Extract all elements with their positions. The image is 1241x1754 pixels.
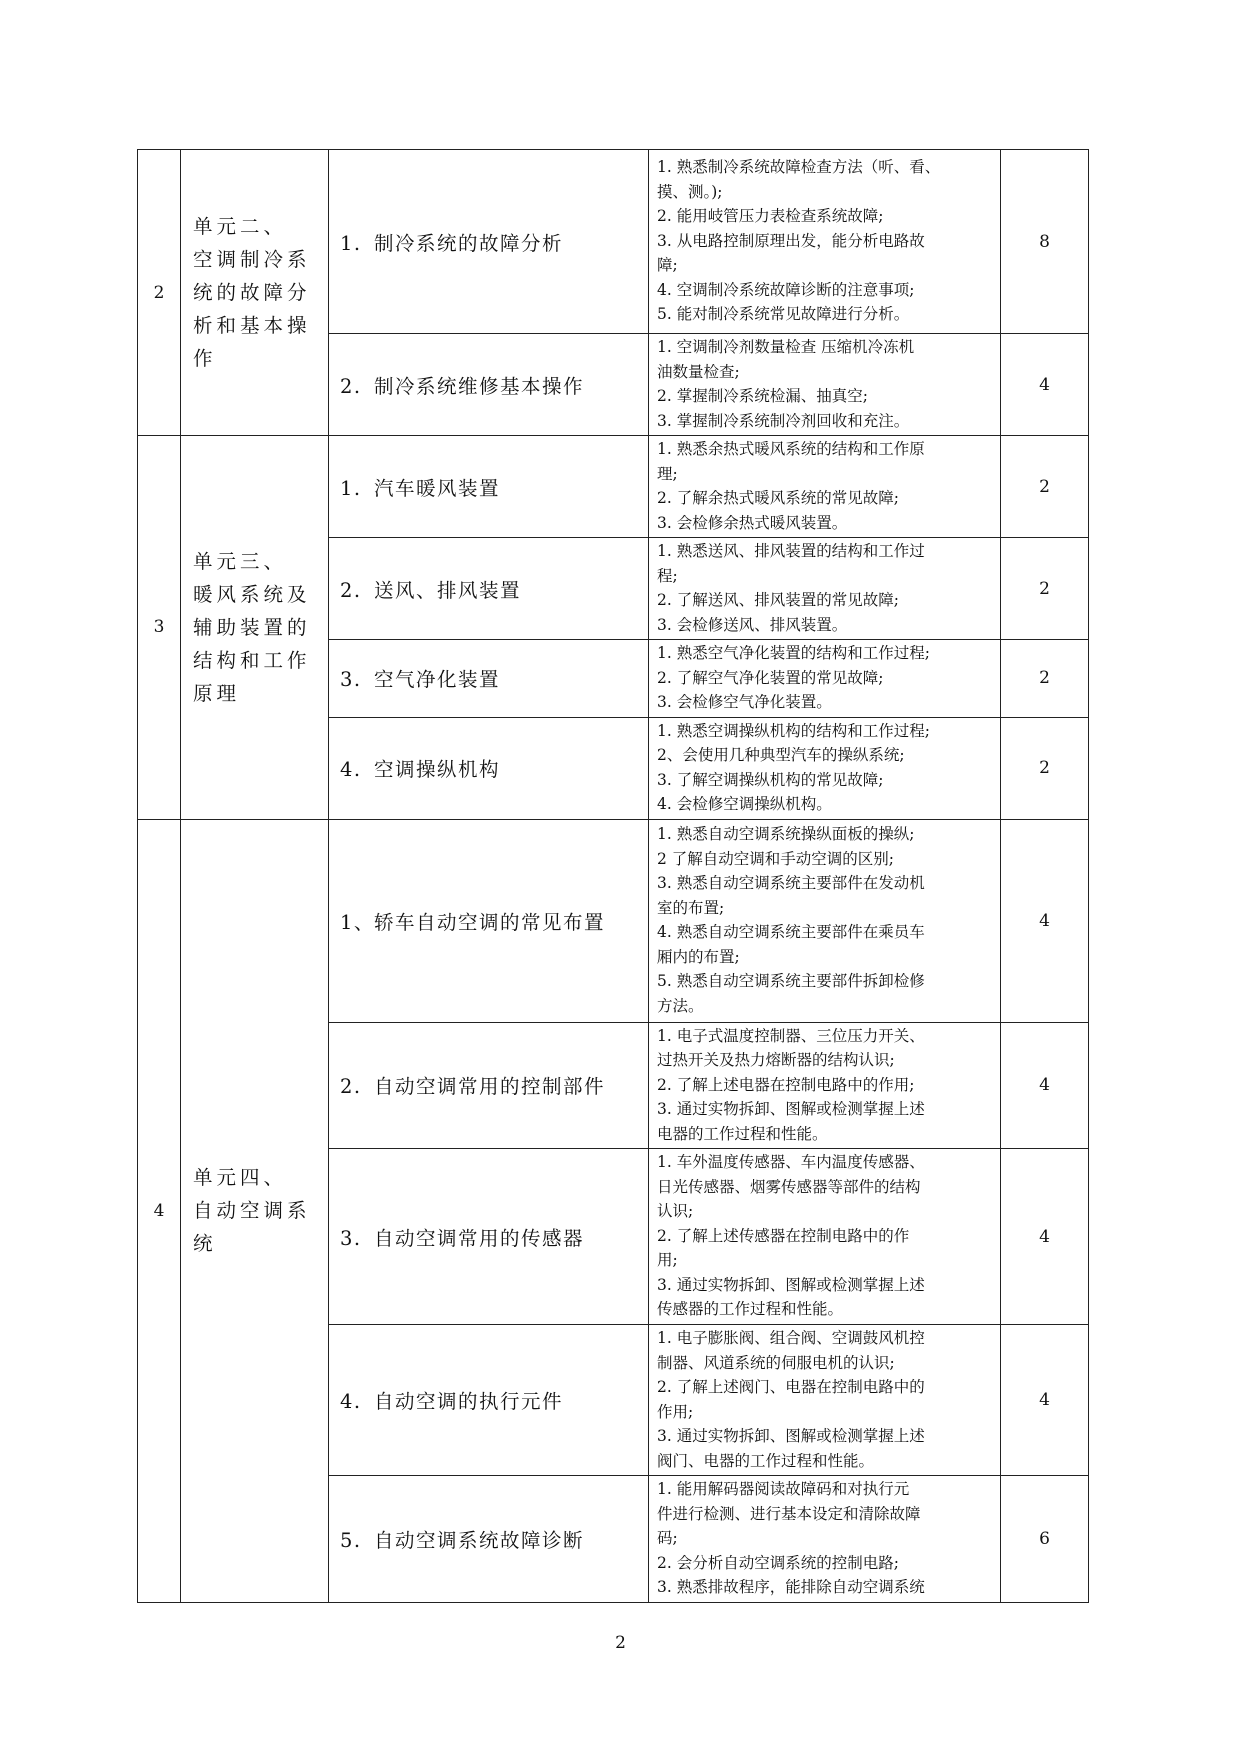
unit-title-line: 析和基本操 <box>193 314 311 337</box>
page-number: 2 <box>615 1633 626 1653</box>
unit-title-line: 统 <box>193 1232 217 1255</box>
requirement-line: 2. 了解空气净化装置的常见故障; <box>657 668 884 687</box>
requirement-line: 厢内的布置; <box>657 947 740 966</box>
topic-cell <box>329 717 649 819</box>
topic-name: 汽车暖风装置 <box>374 476 501 500</box>
requirements-cell <box>649 1022 1001 1149</box>
unit-number: 2 <box>138 150 181 436</box>
requirement-line: 1. 电子式温度控制器、三位压力开关、 <box>657 1026 925 1045</box>
topic-cell <box>329 819 649 1022</box>
topic-name: 轿车自动空调的常见布置 <box>374 910 606 934</box>
topic-name: 自动空调常用的控制部件 <box>374 1075 606 1099</box>
requirement-line: 1. 熟悉自动空调系统操纵面板的操纵; <box>657 825 915 843</box>
topic-cell <box>329 1149 649 1325</box>
requirement-line: 3. 通过实物拆卸、图解或检测掌握上述 <box>657 1100 925 1118</box>
requirement-line: 3. 会检修空气净化装置。 <box>657 693 832 711</box>
requirement-line: 用; <box>657 1251 678 1270</box>
requirement-line: 2. 了解上述阀门、电器在控制电路中的 <box>657 1378 925 1396</box>
topic-name: 空气净化装置 <box>374 668 501 692</box>
unit-title-line: 辅助装置的 <box>193 615 311 639</box>
unit-title <box>181 150 329 436</box>
requirement-line: 3. 从电路控制原理出发，能分析电路故 <box>657 231 925 250</box>
requirement-line: 3. 掌握制冷系统制冷剂回收和充注。 <box>657 411 910 430</box>
requirement-line: 阀门、电器的工作过程和性能。 <box>657 1451 875 1470</box>
topic-name: 自动空调系统故障诊断 <box>374 1528 585 1552</box>
topic-index: 2. <box>340 578 362 602</box>
hours-cell: 2 <box>1001 640 1089 718</box>
requirement-line: 作用; <box>657 1402 694 1421</box>
requirements-cell <box>649 150 1001 334</box>
requirement-line: 2. 掌握制冷系统检漏、抽真空; <box>657 387 868 405</box>
requirement-line: 3. 通过实物拆卸、图解或检测掌握上述 <box>657 1427 925 1445</box>
unit-title-line: 单元四、 <box>193 1166 288 1189</box>
topic-index: 2. <box>340 374 362 398</box>
unit-title-line: 单元二、 <box>193 215 288 238</box>
requirement-line: 4. 熟悉自动空调系统主要部件在乘员车 <box>657 923 925 941</box>
topic-index: 1. <box>340 476 362 500</box>
requirements-cell <box>649 436 1001 538</box>
topic-cell <box>329 436 649 538</box>
unit-title-line: 单元三、 <box>193 549 288 573</box>
requirement-line: 油数量检查; <box>657 362 740 381</box>
requirements-cell <box>649 1325 1001 1476</box>
hours-cell: 2 <box>1001 538 1089 640</box>
topic-name: 制冷系统维修基本操作 <box>374 374 585 398</box>
unit-title-line: 结构和工作 <box>193 648 311 672</box>
unit-title-line: 统的故障分 <box>193 281 311 304</box>
topic-index: 1. <box>340 231 362 255</box>
requirement-line: 2、会使用几种典型汽车的操纵系统; <box>657 746 905 764</box>
topic-index: 3. <box>340 668 362 692</box>
requirement-line: 2. 了解上述传感器在控制电路中的作 <box>657 1226 910 1245</box>
hours-cell: 4 <box>1001 819 1089 1022</box>
requirement-line: 1. 能用解码器阅读故障码和对执行元 <box>657 1480 910 1498</box>
topic-index: 4. <box>340 758 362 781</box>
syllabus-table <box>137 149 1089 1603</box>
requirement-line: 障; <box>657 256 678 275</box>
requirement-line: 3. 会检修送风、排风装置。 <box>657 615 848 634</box>
requirement-line: 摸、测。); <box>657 182 723 201</box>
requirement-line: 5. 能对制冷系统常见故障进行分析。 <box>657 305 910 324</box>
requirements-cell <box>649 640 1001 718</box>
requirement-line: 2. 能用岐管压力表检查系统故障; <box>657 207 884 226</box>
topic-index: 1、 <box>340 910 375 934</box>
requirement-line: 3. 会检修余热式暖风装置。 <box>657 513 848 532</box>
topic-name: 送风、排风装置 <box>374 578 522 602</box>
requirement-line: 3. 了解空调操纵机构的常见故障; <box>657 770 884 789</box>
unit-number: 4 <box>138 819 181 1602</box>
topic-name: 自动空调的执行元件 <box>374 1390 564 1413</box>
topic-cell <box>329 1325 649 1476</box>
topic-index: 2. <box>340 1075 362 1099</box>
requirements-cell <box>649 538 1001 640</box>
topic-cell <box>329 334 649 436</box>
requirements-cell <box>649 1149 1001 1325</box>
requirement-line: 件进行检测、进行基本设定和清除故障 <box>657 1504 921 1523</box>
table-row <box>138 436 1089 538</box>
hours-cell: 4 <box>1001 1149 1089 1325</box>
requirement-line: 1. 空调制冷剂数量检查 压缩机冷冻机 <box>657 338 915 356</box>
topic-name: 制冷系统的故障分析 <box>374 231 564 255</box>
topic-index: 4. <box>340 1390 362 1413</box>
topic-cell <box>329 538 649 640</box>
hours-cell: 2 <box>1001 717 1089 819</box>
topic-index: 3. <box>340 1226 362 1250</box>
unit-title-line: 暖风系统及 <box>193 582 311 606</box>
requirement-line: 室的布置; <box>657 898 725 917</box>
hours-cell: 6 <box>1001 1476 1089 1603</box>
hours-cell: 2 <box>1001 436 1089 538</box>
table-row <box>138 819 1089 1022</box>
unit-number: 3 <box>138 436 181 820</box>
topic-cell <box>329 150 649 334</box>
requirement-line: 4. 会检修空调操纵机构。 <box>657 795 832 813</box>
requirement-line: 1. 电子膨胀阀、组合阀、空调鼓风机控 <box>657 1329 925 1347</box>
requirement-line: 2. 会分析自动空调系统的控制电路; <box>657 1553 899 1572</box>
requirement-line: 过热开关及热力熔断器的结构认识; <box>657 1051 895 1069</box>
topic-name: 自动空调常用的传感器 <box>374 1226 585 1250</box>
requirement-line: 码; <box>657 1529 678 1547</box>
requirement-line: 5. 熟悉自动空调系统主要部件拆卸检修 <box>657 972 925 990</box>
requirement-line: 电器的工作过程和性能。 <box>657 1124 828 1143</box>
requirement-line: 1. 车外温度传感器、车内温度传感器、 <box>657 1153 925 1172</box>
topic-cell <box>329 1022 649 1149</box>
table-row <box>138 150 1089 334</box>
requirement-line: 程; <box>657 566 678 585</box>
requirement-line: 2 了解自动空调和手动空调的区别; <box>657 849 895 868</box>
requirement-line: 1. 熟悉余热式暖风系统的结构和工作原 <box>657 440 925 458</box>
topic-index: 5. <box>340 1528 362 1552</box>
requirement-line: 认识; <box>657 1202 694 1221</box>
hours-cell: 4 <box>1001 1325 1089 1476</box>
requirement-line: 2. 了解余热式暖风系统的常见故障; <box>657 489 899 507</box>
unit-title <box>181 436 329 820</box>
requirement-line: 2. 了解送风、排风装置的常见故障; <box>657 591 899 609</box>
topic-cell <box>329 640 649 718</box>
topic-name: 空调操纵机构 <box>374 758 501 781</box>
topic-cell <box>329 1476 649 1603</box>
requirement-line: 2. 了解上述电器在控制电路中的作用; <box>657 1075 915 1094</box>
unit-title-line: 作 <box>193 347 217 370</box>
requirement-line: 4. 空调制冷系统故障诊断的注意事项; <box>657 280 915 299</box>
requirement-line: 方法。 <box>657 996 704 1015</box>
unit-title <box>181 819 329 1602</box>
requirement-line: 理; <box>657 464 678 483</box>
requirements-cell <box>649 819 1001 1022</box>
requirement-line: 1. 熟悉制冷系统故障检查方法（听、看、 <box>657 158 941 177</box>
requirement-line: 日光传感器、烟雾传感器等部件的结构 <box>657 1177 921 1196</box>
unit-title-line: 自动空调系 <box>193 1199 311 1222</box>
requirement-line: 1. 熟悉空调操纵机构的结构和工作过程; <box>657 721 930 740</box>
requirements-cell <box>649 334 1001 436</box>
hours-cell: 8 <box>1001 150 1089 334</box>
requirement-line: 3. 熟悉排故程序，能排除自动空调系统 <box>657 1578 925 1596</box>
hours-cell: 4 <box>1001 334 1089 436</box>
requirement-line: 1. 熟悉送风、排风装置的结构和工作过 <box>657 542 925 560</box>
requirement-line: 传感器的工作过程和性能。 <box>657 1300 844 1319</box>
unit-title-line: 原理 <box>193 681 241 705</box>
requirements-cell <box>649 1476 1001 1603</box>
requirement-line: 1. 熟悉空气净化装置的结构和工作过程; <box>657 644 930 662</box>
requirements-cell <box>649 717 1001 819</box>
requirement-line: 3. 通过实物拆卸、图解或检测掌握上述 <box>657 1275 925 1294</box>
requirement-line: 3. 熟悉自动空调系统主要部件在发动机 <box>657 874 925 892</box>
unit-title-line: 空调制冷系 <box>193 248 311 271</box>
requirement-line: 制器、风道系统的伺服电机的认识; <box>657 1353 895 1372</box>
hours-cell: 4 <box>1001 1022 1089 1149</box>
